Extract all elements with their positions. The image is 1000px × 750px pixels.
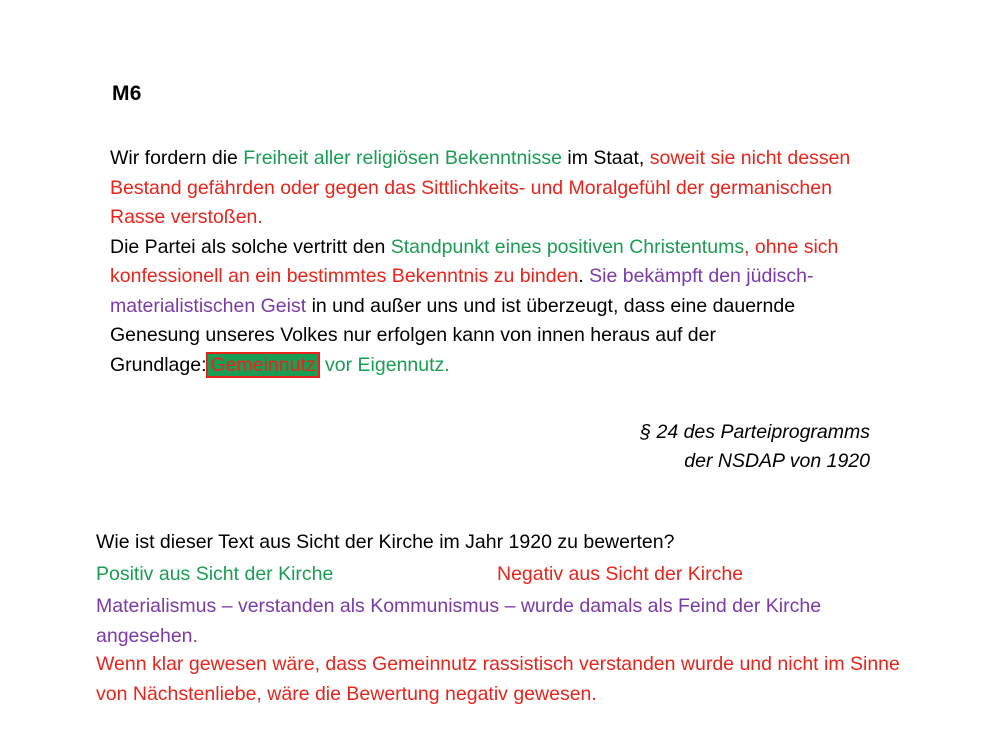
note-gemeinnutz: Wenn klar gewesen wäre, dass Gemeinnutz rassistisch verstanden wurde und nicht im Sinne von Nächstenliebe, wäre die Bewertung negativ gewesen.	[96, 653, 900, 705]
quote-segment-red: , ohne sich konfessionell an ein bestimmtes Bekenntnis zu binden	[110, 235, 839, 287]
quote-paragraph-2	[110, 233, 870, 381]
quote-segment-plain: .	[578, 265, 590, 287]
evaluation-positive-heading: Positiv aus Sicht der Kirche	[96, 563, 334, 585]
evaluation-negative-heading: Negativ aus Sicht der Kirche	[497, 563, 744, 585]
quote-segment-purple: Sie bekämpft den jüdisch-materialistischen Geist	[110, 265, 814, 317]
source-quote-block	[110, 144, 870, 380]
quote-paragraph-1	[110, 144, 870, 233]
highlighted-term: Gemeinnutz	[206, 352, 319, 378]
quote-segment-green: Standpunkt eines positiven Christentums	[390, 235, 745, 258]
note-materialism: Materialismus – verstanden als Kommunismus – wurde damals als Feind der Kirche angesehen.	[96, 595, 822, 647]
source-citation	[430, 418, 870, 476]
quote-segment-green: Freiheit aller religiösen Bekenntnisse	[243, 147, 562, 169]
quote-segment-plain: Wir fordern die	[110, 147, 244, 169]
quote-segment-plain: Die Partei als solche vertritt den	[110, 235, 391, 258]
source-line-1: § 24 des Parteiprogramms	[640, 421, 870, 443]
quote-segment-plain: in und außer uns und ist überzeugt, dass eine dauernde Genesung unseres Volkes nur erfolgen kann von innen heraus auf der Grundlage:	[110, 294, 796, 376]
quote-segment-red: soweit sie nicht dessen Bestand gefährden oder gegen das Sittlichkeits- und Moralgefühl der germanischen Rasse verstoßen.	[110, 147, 851, 228]
task-question: Wie ist dieser Text aus Sicht der Kirche im Jahr 1920 zu bewerten?	[96, 531, 675, 553]
quote-segment-plain: im Staat,	[561, 147, 650, 169]
quote-segment-green: vor Eigennutz.	[319, 353, 450, 376]
page-title: M6	[112, 82, 142, 105]
source-line-2: der NSDAP von 1920	[684, 450, 870, 472]
